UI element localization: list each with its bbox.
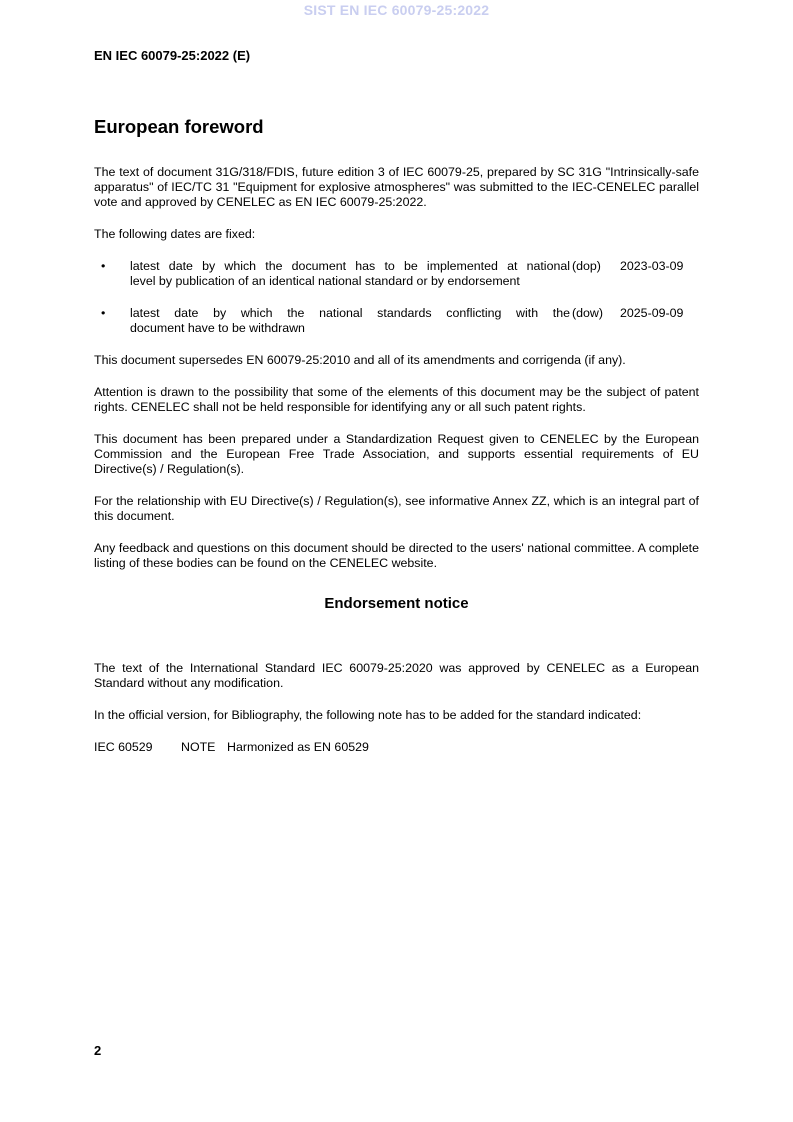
supersedes-paragraph: This document supersedes EN 60079-25:2010 and all of its amendments and corrigenda (if any). [94,353,626,367]
relationship-paragraph: For the relationship with EU Directive(s) / Regulation(s), see informative Annex ZZ, which is an integral part of this document. [94,494,699,523]
page-number: 2 [94,1043,102,1058]
foreword-title: European foreword [94,116,264,137]
endorsement-title: Endorsement notice [324,595,469,612]
date-description-line: document have to be withdrawn [130,321,305,335]
date-description-line: level by publication of an identical national standard or by endorsement [130,274,520,288]
standardization-paragraph: This document has been prepared under a Standardization Request given to CENELEC by the European Commission and the European Free Trade Association, and supports essential requirements of EU Directive(s) / Regulation(s). [94,432,699,476]
list-item-dop [94,259,699,289]
date-code: (dop) [572,259,601,273]
endorsement-paragraph: The text of the International Standard IEC 60079-25:2020 was approved by CENELEC as a European Standard without any modification. [94,661,699,690]
dates-intro-paragraph: The following dates are fixed: [94,227,256,241]
feedback-paragraph: Any feedback and questions on this document should be directed to the users' national committee. A complete listing of these bodies can be found on the CENELEC website. [94,541,699,570]
note-text: Harmonized as EN 60529 [227,740,369,754]
foreword-intro-paragraph: The text of document 31G/318/FDIS, future edition 3 of IEC 60079-25, prepared by SC 31G "Intrinsically-safe apparatus" of IEC/TC 31 "Equipment for explosive atmospheres" was submitted to the IEC-CENELEC parallel vote and approved by CENELEC as EN IEC 60079-25:2022. [94,165,699,209]
date-value: 2025-09-09 [620,306,684,320]
note-standard: IEC 60529 [94,740,153,754]
date-code: (dow) [572,306,603,320]
document-id-header: EN IEC 60079-25:2022 (E) [94,48,251,63]
date-description [130,259,570,289]
date-value: 2023-03-09 [620,259,684,273]
bibliography-note [94,740,699,755]
date-description-line: latest date by which the document has to be implemented at national [130,259,570,273]
date-description-line: latest date by which the national standards conflicting with the [130,306,570,320]
watermark: SIST EN IEC 60079-25:2022 [303,2,490,18]
bibliography-intro-paragraph: In the official version, for Bibliography, the following note has to be added for the standard indicated: [94,708,642,722]
patent-paragraph: Attention is drawn to the possibility that some of the elements of this document may be the subject of patent rights. CENELEC shall not be held responsible for identifying any or all such patent rights. [94,385,699,414]
page-content [94,116,699,755]
bullet-icon: • [101,306,106,320]
list-item-dow [94,306,699,336]
bullet-icon: • [101,259,106,273]
date-description [130,306,570,336]
note-label: NOTE [181,740,216,754]
dates-list [94,259,699,336]
